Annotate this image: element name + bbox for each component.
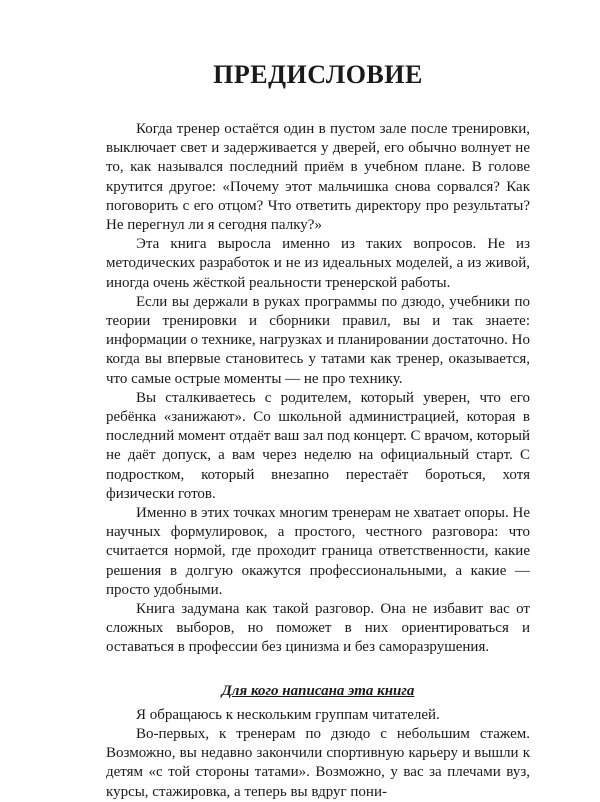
paragraph: Во-первых, к тренерам по дзюдо с небольшим стажем. Возможно, вы недавно закончили спортивную карьеру и вышли к детям «с той стороны татами». Возможно, у вас за плечами вуз, курсы, стажировка, а теперь вы вдруг пони- bbox=[106, 725, 530, 800]
section-heading: Для кого написана эта книга bbox=[221, 682, 415, 699]
section-body bbox=[106, 706, 530, 802]
paragraph: Если вы держали в руках программы по дзюдо, учебники по теории тренировки и сборники правил, вы и так знаете: информации о технике, нагрузках и планировании достаточно. Но когда вы впервые становитесь у татами как тренер, оказывается, что самые острые моменты — не про технику. bbox=[106, 293, 530, 387]
paragraph: Я обращаюсь к нескольким группам читателей. bbox=[136, 706, 440, 723]
paragraph: Книга задумана как такой разговор. Она не избавит вас от сложных выборов, но поможет в них ориентироваться и оставаться в профессии без цинизма и без саморазрушения. bbox=[106, 601, 530, 656]
paragraph: Когда тренер остаётся один в пустом зале после тренировки, выключает свет и задерживается у дверей, его обычно волнует не то, как назывался последний приём в учебном плане. В голове крутится другое: «Почему этот мальчишка снова сорвался? Как поговорить с его отцом? Что ответить директору про результаты? Не перегнул ли я сегодня палку?» bbox=[106, 121, 530, 234]
preface-body bbox=[106, 120, 530, 658]
paragraph: Вы сталкиваетесь с родителем, который уверен, что его ребёнка «занижают». Со школьной администрацией, которая в последний момент отдаёт ваш зал под концерт. С врачом, который не даёт допуск, а вам через неделю на официальный старт. С подростком, который внезапно перестаёт бороться, хотя физически готов. bbox=[106, 389, 530, 502]
paragraph: Именно в этих точках многим тренерам не хватает опоры. Не научных формулировок, а простого, честного разговора: что считается нормой, где проходит граница ответственности, какие решения в долгую окажутся профессиональными, а какие — просто удобными. bbox=[106, 505, 530, 598]
page-title: ПРЕДИСЛОВИЕ bbox=[213, 60, 423, 89]
paragraph: Эта книга выросла именно из таких вопросов. Не из методических разработок и не из идеальных моделей, а из живой, иногда очень жёсткой реальности тренерской работы. bbox=[106, 236, 530, 291]
